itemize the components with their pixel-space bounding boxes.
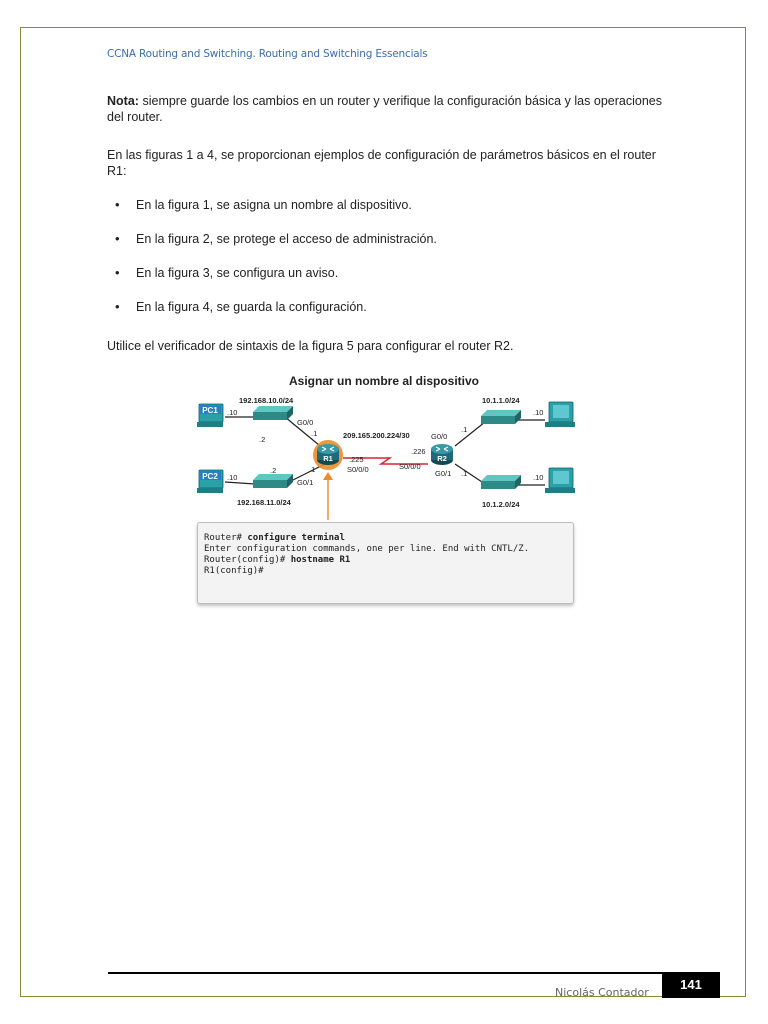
terminal-prompt: Router# xyxy=(204,533,248,543)
r1-g00-label: G0/0 xyxy=(297,418,314,427)
pc2-host-label: .10 xyxy=(227,473,238,482)
pc4-host-label: .10 xyxy=(533,473,544,482)
sw2-host-label: .2 xyxy=(270,466,277,475)
list-item: • En la figura 4, se guarda la configuración. xyxy=(107,299,667,333)
list-item: • En la figura 2, se protege el acceso de administración. xyxy=(107,231,667,265)
r2-s000-label: S0/0/0 xyxy=(399,462,421,471)
pc2-label: PC2 xyxy=(202,472,218,481)
network-diagram xyxy=(185,392,595,522)
closing-paragraph: Utilice el verificador de sintaxis de la figura 5 para configurar el router R2. xyxy=(107,339,514,353)
figure-title: Asignar un nombre al dispositivo xyxy=(288,374,480,388)
switch-4-icon xyxy=(481,475,521,489)
pc4-icon xyxy=(545,468,575,493)
terminal-line: Enter configuration commands, one per line. End with CNTL/Z. xyxy=(204,544,530,554)
terminal-window xyxy=(197,522,574,604)
switch-2-icon xyxy=(253,474,293,488)
terminal-command: configure terminal xyxy=(247,533,345,543)
terminal-line: R1(config)# xyxy=(204,566,264,576)
switch-3-icon xyxy=(481,410,521,424)
r1-s000-ip-label: .225 xyxy=(349,455,364,464)
pc3-icon xyxy=(545,402,575,427)
link-r2-sw4 xyxy=(455,464,485,484)
running-header: CCNA Routing and Switching. Routing and Switching Essencials xyxy=(107,48,428,60)
terminal-command: hostname R1 xyxy=(290,555,351,565)
note-paragraph xyxy=(107,93,662,125)
r1-label: R1 xyxy=(323,454,333,463)
pc1-icon xyxy=(197,404,223,427)
footer-rule xyxy=(108,972,662,974)
r2-g00-ip-label: .1 xyxy=(461,425,468,434)
wan-label: 209.165.200.224/30 xyxy=(343,431,410,440)
link-r2-sw3 xyxy=(455,422,485,446)
r1-g00-ip-label: .1 xyxy=(311,429,318,438)
arrow-to-r1 xyxy=(323,472,333,520)
list-item: • En la figura 1, se asigna un nombre al dispositivo. xyxy=(107,197,667,231)
r2-label: R2 xyxy=(437,454,447,463)
router-r1-icon xyxy=(313,440,343,470)
r2-g01-ip-label: .1 xyxy=(461,469,468,478)
net1-label: 192.168.10.0/24 xyxy=(239,396,294,405)
net4-label: 10.1.2.0/24 xyxy=(482,500,520,509)
list-item: • En la figura 3, se configura un aviso. xyxy=(107,265,667,299)
r1-g01-ip-label: .1 xyxy=(309,465,316,474)
terminal-line xyxy=(204,533,567,544)
footer-author: Nicolás Contador xyxy=(555,986,649,999)
pc3-host-label: .10 xyxy=(533,408,544,417)
note-label: Nota: xyxy=(107,94,139,108)
r1-s000-label: S0/0/0 xyxy=(347,465,369,474)
r1-g01-label: G0/1 xyxy=(297,478,314,487)
r2-s000-ip-label: .226 xyxy=(411,447,426,456)
pc2-icon xyxy=(197,470,223,493)
router-r2-icon xyxy=(431,444,453,465)
link-pc2-sw2 xyxy=(225,482,255,484)
page-number: 141 xyxy=(662,972,720,998)
net2-label: 192.168.11.0/24 xyxy=(237,498,291,507)
terminal-prompt: Router(config)# xyxy=(204,555,291,565)
bullet-list xyxy=(107,197,667,333)
switch-1-icon xyxy=(253,406,293,420)
note-text: siempre guarde los cambios en un router y verifique la configuración básica y las operaciones del router. xyxy=(107,94,662,124)
intro-paragraph: En las figuras 1 a 4, se proporcionan ejemplos de configuración de parámetros básicos en el router R1: xyxy=(107,148,656,178)
r2-g00-label: G0/0 xyxy=(431,432,448,441)
net3-label: 10.1.1.0/24 xyxy=(482,396,520,405)
sw1-host-label: .2 xyxy=(259,435,266,444)
r2-g01-label: G0/1 xyxy=(435,469,452,478)
pc1-host-label: .10 xyxy=(227,408,238,417)
terminal-line xyxy=(204,555,567,566)
pc1-label: PC1 xyxy=(202,406,218,415)
